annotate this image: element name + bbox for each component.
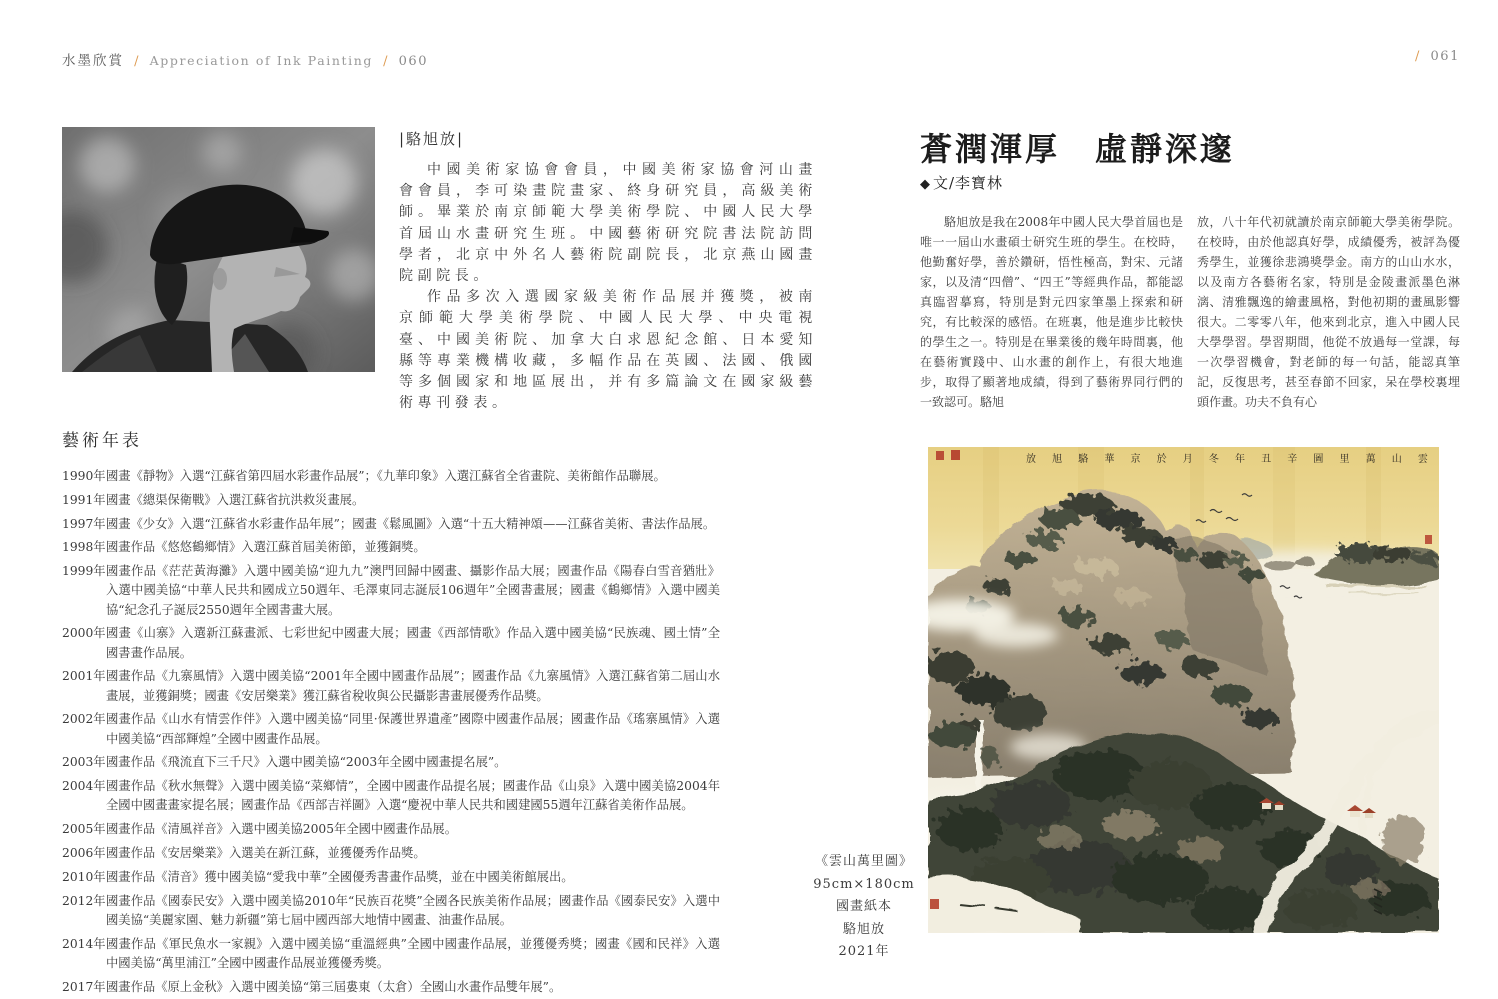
essay-column-2: 放，八十年代初就讀於南京師範大學美術學院。在校時，由於他認真好學，成績優秀，被評為優秀學生，並獲徐悲鴻獎學金。南方的山山水水，以及南方各藝術名家，特別是金陵畫派墨色淋漓、清雅飄逸的繪畫風格，對他初期的畫風影響很大。二零零八年，他來到北京，進入中國人民大學學習。學習期間，他從不放過每一堂課，每一次學習機會，對老師的每一句話，能認真筆記，反復思考，甚至春節不回家，呆在學校裏埋頭作畫。功夫不負有心 <box>1197 215 1460 409</box>
chronology-entry <box>62 667 720 705</box>
ink-landscape-painting <box>928 447 1439 933</box>
diamond-icon: ◆ <box>920 177 931 192</box>
section-title-cn: 水墨欣賞 <box>62 53 124 69</box>
page-number-right: 061 <box>1430 49 1460 64</box>
chronology-entry <box>62 820 720 839</box>
portrait-art <box>62 127 375 372</box>
entry-year: 1997年 <box>62 516 106 531</box>
entry-year: 2003年 <box>62 755 106 770</box>
chronology-entry <box>62 710 720 748</box>
inscription-char: 里 <box>1339 454 1350 465</box>
entry-text: 國畫《總渠保衛戰》入選江蘇省抗洪救災畫展。 <box>106 492 365 507</box>
entry-year: 2004年 <box>62 779 106 794</box>
entry-text: 國畫作品《茫茫黃海灘》入選中國美協“迎九九”澳門回歸中國畫、攝影作品大展；國畫作品《陽春白雪音猶壯》入選中國美協“中華人民共和國成立50週年、毛澤東同志誕辰106週年”全國書畫展；國畫《鶴鄉情》入選中國美協“紀念孔子誕辰2550週年全國書畫大展。 <box>106 564 720 617</box>
entry-year: 2000年 <box>62 626 106 641</box>
inscription-char: 華 <box>1104 454 1115 465</box>
bio-paragraph-2: 作品多次入選國家級美術作品展并獲獎，被南京師範大學美術學院、中國人民大學、中央電視臺、中國美術院、加拿大白求恩紀念館、日本愛知縣等專業機構收藏，多幅作品在英國、法國、俄國等多個國家和地區展出，并有多篇論文在國家級藝術專刊發表。 <box>399 289 817 412</box>
inscription-char: 山 <box>1391 454 1402 465</box>
caption-year: 2021年 <box>838 944 890 960</box>
inscription-char: 旭 <box>1052 454 1063 465</box>
essay-body <box>920 212 1460 412</box>
art-chronology <box>62 426 720 999</box>
artist-name-plate: |駱旭放| <box>399 130 465 148</box>
entry-year: 1991年 <box>62 492 106 507</box>
entry-year: 2012年 <box>62 893 106 908</box>
inscription-char: 辛 <box>1287 454 1298 465</box>
ear <box>213 268 227 290</box>
entry-text: 國畫作品《九寨風情》入選中國美協“2001年全國中國畫作品展”；國畫作品《九寨風情》入選江蘇省第二屆山水畫展，並獲銅獎；國畫《安居樂業》獲江蘇省稅收與公民攝影書畫展優秀作品獎。 <box>106 669 720 703</box>
entry-year: 2002年 <box>62 712 106 727</box>
entry-year: 2005年 <box>62 822 106 837</box>
byline-text: 文/李寶林 <box>933 174 1004 192</box>
caption-size: 95cm×180cm <box>813 876 915 892</box>
inscription-char: 於 <box>1156 454 1167 465</box>
chronology-entry <box>62 868 720 887</box>
caption-title: 《雲山萬里圖》 <box>814 854 913 869</box>
header-separator: / <box>1415 49 1421 64</box>
page-header-right <box>1410 49 1460 64</box>
inscription-char: 萬 <box>1365 454 1376 465</box>
article-title: 蒼潤渾厚 虛靜深邃 <box>920 130 1236 168</box>
inscription-char: 圖 <box>1313 454 1324 465</box>
chronology-entry <box>62 935 720 973</box>
artist-portrait-photo <box>62 127 375 372</box>
page-number-left: 060 <box>398 54 428 69</box>
inscription-char: 雲 <box>1417 454 1428 465</box>
caption-artist: 駱旭放 <box>842 921 885 937</box>
page-header-left <box>62 49 428 69</box>
entry-text: 國畫作品《清風祥音》入選中國美協2005年全國中國畫作品展。 <box>106 822 458 837</box>
chronology-entry <box>62 753 720 772</box>
chronology-entry <box>62 515 720 534</box>
entry-text: 國畫作品《原上金秋》入選中國美協“第三屆婁東（太倉）全國山水畫作品雙年展”。 <box>106 979 562 994</box>
entry-year: 2001年 <box>62 669 106 684</box>
entry-text: 國畫作品《清音》獲中國美協“愛我中華”全國優秀書畫作品獎，並在中國美術館展出。 <box>106 869 574 884</box>
chronology-entry <box>62 844 720 863</box>
chronology-entry <box>62 624 720 662</box>
painting-inscription <box>1026 454 1428 468</box>
inscription-char: 月 <box>1182 454 1193 465</box>
entry-text: 國畫作品《國泰民安》入選中國美協2010年“民族百花獎”全國各民族美術作品展；國畫作品《國泰民安》入選中國美協“美麗家園、魅力新疆”第七屆中國西部大地情中國畫、油畫作品展。 <box>106 893 720 927</box>
artist-bio <box>399 128 817 414</box>
inscription-char: 丑 <box>1261 454 1272 465</box>
chronology-entry <box>62 978 720 997</box>
chronology-entry <box>62 562 720 620</box>
header-separator: / <box>134 54 140 69</box>
caption-medium: 國畫紙本 <box>835 899 892 915</box>
entry-year: 2006年 <box>62 845 106 860</box>
artwork-caption <box>812 851 916 964</box>
entry-year: 1999年 <box>62 564 106 579</box>
painting-art <box>928 447 1439 933</box>
entry-year: 2014年 <box>62 936 106 951</box>
entry-year: 1990年 <box>62 469 106 483</box>
entry-text: 國畫《少女》入選“江蘇省水彩畫作品年展”；國畫《鬆風圖》入選“十五大精神頌——江蘇省美術、書法作品展。 <box>106 516 716 531</box>
inscription-char: 京 <box>1130 454 1141 465</box>
inscription-char: 駱 <box>1078 454 1089 465</box>
chronology-entry <box>62 467 720 486</box>
entry-year: 1998年 <box>62 540 106 555</box>
inscription-char: 放 <box>1026 454 1036 465</box>
inscription-char: 年 <box>1235 454 1245 465</box>
header-separator: / <box>383 54 389 69</box>
entry-text: 國畫《靜物》入選“江蘇省第四屆水彩畫作品展”；《九華印象》入選江蘇省全省畫院、美術館作品聯展。 <box>106 469 666 483</box>
entry-text: 國畫作品《飛流直下三千尺》入選中國美協“2003年全國中國畫提名展”。 <box>106 755 507 770</box>
chronology-entry <box>62 538 720 557</box>
entry-text: 國畫作品《山水有情雲作伴》入選中國美協“同里·保護世界遺產”國際中國畫作品展；國畫作品《瑤寨風情》入選中國美協“西部輝煌”全國中國畫作品展。 <box>106 712 720 746</box>
entry-year: 2010年 <box>62 869 106 884</box>
entry-text: 國畫作品《安居樂業》入選美在新江蘇，並獲優秀作品獎。 <box>106 845 426 860</box>
essay-column-1: 駱旭放是我在2008年中國人民大學首屆也是唯一一屆山水畫碩士研究生班的學生。在校時，他勤奮好學，善於鑽研，悟性極高，對宋、元諸家，以及清“四僧”、“四王”等經典作品，都能認真臨習摹寫，特別是對元四家筆墨上探索和研究，有比較深的感悟。在班裏，他是進步比較快的學生之一。特別是在畢業後的幾年時間裏，他在藝術實踐中、山水畫的創作上，有很大地進步，取得了顯著地成績，得到了藝術界同行們的一致認可。駱旭 <box>920 215 1183 409</box>
chronology-entry <box>62 777 720 815</box>
entry-text: 國畫作品《悠悠鶴鄉情》入選江蘇首屆美術節，並獲銅獎。 <box>106 540 426 555</box>
entry-text: 國畫作品《軍民魚水一家親》入選中國美協“重溫經典”全國中國畫作品展，並獲優秀獎；國畫《國和民祥》入選中國美協“萬里浦江”全國中國畫作品展並獲優秀獎。 <box>106 936 720 970</box>
bio-paragraph-1: 中國美術家協會會員，中國美術家協會河山畫會會員，李可染畫院畫家、終身研究員，高級美術師。畢業於南京師範大學美術學院、中國人民大學首屆山水畫研究生班。中國藝術研究院書法院訪問學者，北京中外名人藝術院副院長，北京燕山國畫院副院長。 <box>399 162 817 285</box>
chronology-entry <box>62 892 720 930</box>
inscription-char: 冬 <box>1208 454 1219 465</box>
article-byline <box>920 172 1003 193</box>
entry-text: 國畫作品《秋水無聲》入選中國美協“菜鄉情”，全國中國畫作品提名展；國畫作品《山泉》入選中國美協2004年全國中國畫畫家提名展；國畫作品《西部吉祥圖》入選“慶祝中華人民共和國建國55週年江蘇省美術作品展。 <box>106 779 720 813</box>
chronology-heading: 藝術年表 <box>62 431 142 451</box>
entry-year: 2017年 <box>62 979 106 994</box>
entry-text: 國畫《山寨》入選新江蘇畫派、七彩世紀中國畫大展；國畫《西部情歌》作品入選中國美協“民族魂、國土情”全國書畫作品展。 <box>106 626 720 660</box>
section-title-en: Appreciation of Ink Painting <box>149 53 373 68</box>
chronology-entry <box>62 491 720 510</box>
